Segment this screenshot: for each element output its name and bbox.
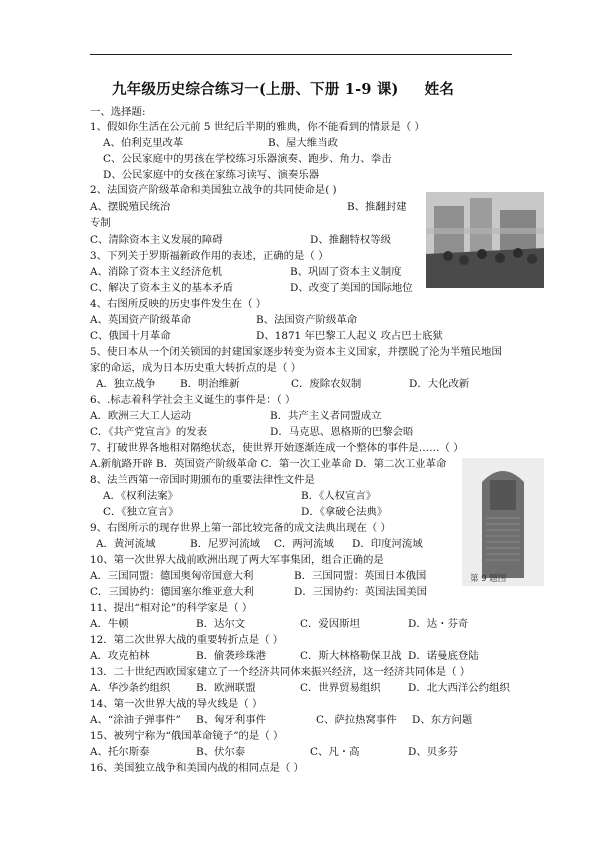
q2-stem: 2、法国资产阶级革命和美国独立战争的共同使命是( )	[90, 184, 337, 196]
q10-option-b: B．三国同盟：英国日本俄国	[294, 570, 427, 582]
storming-bastille-image	[426, 192, 544, 288]
q5-option-a: A．独立战争	[96, 378, 156, 390]
q14-option-d: D、东方问题	[412, 714, 473, 726]
q7-stem: 7、打破世界各地相对隔绝状态，使世界开始逐渐连成一个整体的事件是……（ ）	[90, 442, 464, 454]
q10-option-c: C．三国协约：德国塞尔维亚意大利	[90, 586, 254, 598]
q13-option-b: B．欧洲联盟	[196, 682, 256, 694]
title-text: 九年级历史综合练习一(上册、下册 1-9 课)	[112, 81, 399, 98]
q14-option-a: A、“涂油子弹事件”	[90, 714, 181, 726]
q11-option-c: C．爱因斯坦	[300, 618, 360, 630]
name-label: 姓名	[424, 81, 455, 98]
q5-stem-cont: 家的命运，成为日本历史重大转折点的是（ ）	[90, 362, 302, 374]
q5-option-d: D．大化改新	[409, 378, 470, 390]
q2-option-d: D、推翻特权等级	[310, 234, 392, 246]
q4-option-b: B、法国资产阶级革命	[256, 314, 358, 326]
q15-option-c: C、凡・高	[310, 746, 360, 758]
q9-option-d: D．印度河流域	[352, 538, 423, 550]
q8-stem: 8、法兰西第一帝国时期颁布的重要法律性文件是	[90, 474, 315, 486]
q8-option-c: C．《独立宣言》	[103, 506, 179, 518]
q8-option-d: D．《拿破仑法典》	[301, 506, 388, 518]
top-rule	[90, 54, 512, 55]
q4-stem: 4、右图所反映的历史事件发生在（ ）	[90, 298, 267, 310]
q11-option-d: D．达・芬奇	[408, 618, 469, 630]
q2-option-b-cont: 专制	[90, 217, 111, 229]
q9-option-c: C．两河流域	[274, 538, 334, 550]
q3-option-d: D、改变了美国的国际地位	[290, 282, 413, 294]
q3-stem: 3、下列关于罗斯福新政作用的表述，正确的是（ ）	[90, 250, 329, 262]
q13-option-a: A．华沙条约组织	[90, 682, 171, 694]
q15-option-d: D、贝多芬	[408, 746, 458, 758]
q12-option-d: D．诺曼底登陆	[408, 650, 479, 662]
q1-stem: 1、假如你生活在公元前 5 世纪后半期的雅典，你不能看到的情景是（ ）	[90, 121, 425, 133]
q4-option-c: C、俄国十月革命	[90, 330, 171, 342]
section-heading: 一、选择题:	[90, 106, 146, 118]
q9-stem: 9、右图所示的现存世界上第一部比较完备的成文法典出现在（ ）	[90, 522, 391, 534]
q9-option-a: A．黄河流域	[96, 538, 156, 550]
q12-option-a: A．攻克柏林	[90, 650, 150, 662]
q13-stem: 13．二十世纪西欧国家建立了一个经济共同体来振兴经济，这一经济共同体是（ ）	[90, 666, 471, 678]
q14-stem: 14、第一次世界大战的导火线是（ ）	[90, 698, 263, 710]
q6-option-b: B．共产主义者同盟成立	[270, 410, 382, 422]
q10-option-d: D．三国协约：英国法国美国	[294, 586, 428, 598]
q16-stem: 16、美国独立战争和美国内战的相同点是（ ）	[90, 762, 304, 774]
q4-option-d: D、1871 年巴黎工人起义 攻占巴士底狱	[256, 330, 443, 342]
q13-option-c: C．世界贸易组织	[300, 682, 381, 694]
q10-stem: 10、第一次世界大战前欧洲出现了两大军事集团，组合正确的是	[90, 554, 384, 566]
q1-option-d: D、公民家庭中的女孩在家练习读写、演奏乐器	[103, 169, 320, 181]
q11-stem: 11、提出“相对论”的科学家是（ ）	[90, 602, 253, 614]
q12-stem: 12．第二次世界大战的重要转折点是（ ）	[90, 634, 284, 646]
figure-caption: 第 9 题图	[470, 574, 507, 584]
q15-option-b: B、伏尔泰	[196, 746, 246, 758]
q2-option-b: B、推翻封建	[347, 201, 407, 213]
q10-option-a: A．三国同盟：德国奥匈帝国意大利	[90, 570, 254, 582]
q12-option-c: C．斯大林格勒保卫战	[300, 650, 402, 662]
q14-option-c: C、萨拉热窝事件	[316, 714, 397, 726]
q8-option-b: B．《人权宣言》	[301, 490, 377, 502]
q13-option-d: D．北大西洋公约组织	[408, 682, 510, 694]
q6-option-c: C．《共产党宣言》的发表	[90, 426, 208, 438]
q11-option-a: A．牛顿	[90, 618, 129, 630]
q12-option-b: B．偷袭珍珠港	[196, 650, 266, 662]
q5-stem: 5、使日本从一个闭关锁国的封建国家逐步转变为资本主义国家，并摆脱了沦为半殖民地国	[90, 346, 502, 358]
q1-option-a: A、伯利克里改革	[103, 137, 184, 149]
q1-option-b: B、屋大维当政	[268, 137, 338, 149]
page-title	[112, 78, 454, 99]
q2-option-c: C、清除资本主义发展的障碍	[90, 234, 223, 246]
q8-option-a: A．《权利法案》	[103, 490, 179, 502]
q6-option-a: A．欧洲三大工人运动	[90, 410, 192, 422]
q4-option-a: A、英国资产阶级革命	[90, 314, 192, 326]
q6-option-d: D．马克思、恩格斯的巴黎会晤	[270, 426, 414, 438]
q3-option-b: B、巩固了资本主义制度	[290, 266, 402, 278]
q9-option-b: B．尼罗河流域	[190, 538, 260, 550]
q7-options: A.新航路开辟 B．英国资产阶级革命 C．第一次工业革命 D．第二次工业革命	[90, 458, 447, 470]
q11-option-b: B．达尔文	[196, 618, 246, 630]
q3-option-a: A、消除了资本主义经济危机	[90, 266, 223, 278]
q14-option-b: B、匈牙利事件	[196, 714, 266, 726]
q5-option-c: C．废除农奴制	[291, 378, 362, 390]
q15-option-a: A、托尔斯泰	[90, 746, 150, 758]
q1-option-c: C、公民家庭中的男孩在学校练习乐器演奏、跑步、角力、拳击	[103, 153, 392, 165]
hammurabi-stele-image	[462, 458, 544, 586]
q5-option-b: B．明治维新	[180, 378, 240, 390]
q15-stem: 15、被列宁称为“俄国革命镜子”的是（ ）	[90, 730, 284, 742]
q3-option-c: C、解决了资本主义的基本矛盾	[90, 282, 234, 294]
q6-stem: 6、.标志着科学社会主义诞生的事件是：（ ）	[90, 394, 296, 406]
q2-option-a: A、摆脱殖民统治	[90, 201, 171, 213]
